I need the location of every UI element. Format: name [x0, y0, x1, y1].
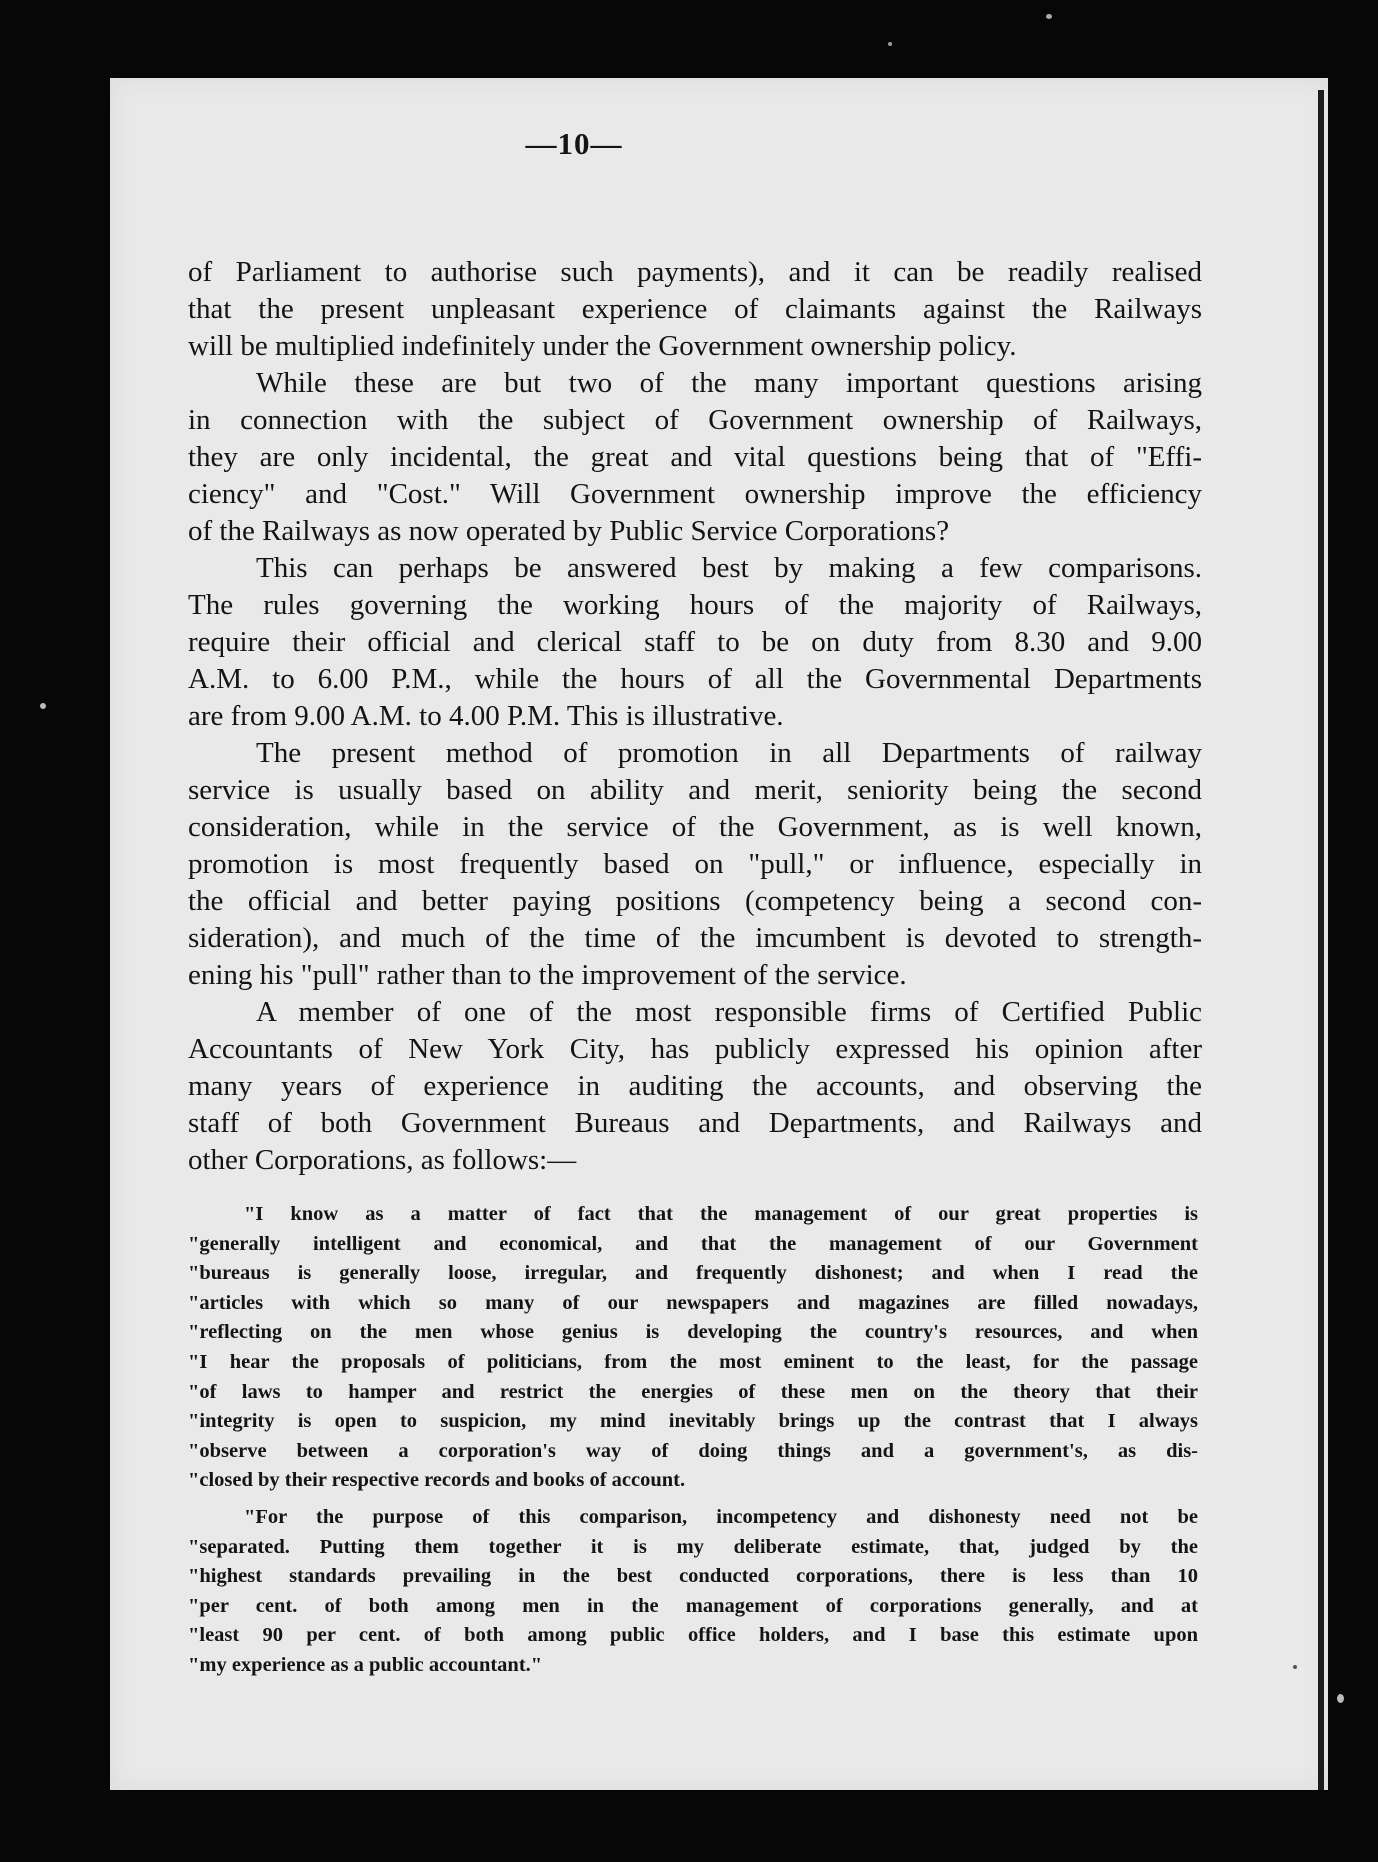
quote-line: "least 90 per cent. of both among public office holders, and I base this estimate upon [188, 1624, 1198, 1647]
text-line: consideration, while in the service of the Government, as is well known, [188, 811, 1202, 843]
paragraph-4 [188, 735, 1202, 994]
text-line: While these are but two of the many important questions arising [256, 367, 1202, 399]
scan-speck [40, 703, 46, 709]
scan-speck [1046, 14, 1052, 19]
paragraph-1 [188, 254, 1202, 365]
text-line: will be multiplied indefinitely under the Government ownership policy. [188, 330, 1017, 362]
quotation-block-1 [188, 1200, 1198, 1496]
quote-line: "I hear the proposals of politicians, from the most eminent to the least, for the passage [188, 1350, 1198, 1373]
quote-line: "my experience as a public accountant." [188, 1653, 543, 1676]
text-line: service is usually based on ability and merit, seniority being the second [188, 774, 1202, 806]
paragraph-5 [188, 994, 1202, 1179]
text-line: in connection with the subject of Government ownership of Railways, [188, 404, 1202, 436]
quote-line: "separated. Putting them together it is my deliberate estimate, that, judged by the [188, 1535, 1198, 1558]
quote-line: "bureaus is generally loose, irregular, and frequently dishonest; and when I read the [188, 1262, 1198, 1285]
text-line: other Corporations, as follows:— [188, 1144, 577, 1176]
text-line: This can perhaps be answered best by making a few comparisons. [256, 552, 1202, 584]
quote-line: "reflecting on the men whose genius is developing the country's resources, and when [188, 1321, 1198, 1344]
quote-line: "observe between a corporation's way of doing things and a government's, as dis- [188, 1439, 1198, 1462]
quote-line: "articles with which so many of our newspapers and magazines are filled nowadays, [188, 1291, 1198, 1314]
text-line: of the Railways as now operated by Public Service Corporations? [188, 515, 950, 547]
text-line: A.M. to 6.00 P.M., while the hours of all the Governmental Departments [188, 663, 1202, 695]
quote-line: "generally intelligent and economical, and that the management of our Government [188, 1232, 1198, 1255]
paragraph-3 [188, 550, 1202, 735]
text-line: of Parliament to authorise such payments), and it can be readily realised [188, 256, 1202, 288]
text-line: staff of both Government Bureaus and Departments, and Railways and [188, 1107, 1202, 1139]
text-line: that the present unpleasant experience of claimants against the Railways [188, 293, 1202, 325]
body-text [188, 254, 1202, 1179]
quote-line: "I know as a matter of fact that the management of our great properties is [244, 1203, 1198, 1225]
quote-line: "per cent. of both among men in the management of corporations generally, and at [188, 1594, 1198, 1617]
scan-speck [1293, 1665, 1297, 1669]
quote-line: "closed by their respective records and books of account. [188, 1469, 686, 1492]
text-line: Accountants of New York City, has publicly expressed his opinion after [188, 1033, 1202, 1065]
quote-line: "For the purpose of this comparison, incompetency and dishonesty need not be [244, 1506, 1198, 1528]
text-line: ening his "pull" rather than to the improvement of the service. [188, 959, 907, 991]
scan-speck [888, 42, 892, 46]
text-line: they are only incidental, the great and vital questions being that of "Effi- [188, 441, 1202, 473]
quotation-block-2 [188, 1503, 1198, 1681]
text-line: A member of one of the most responsible firms of Certified Public [256, 996, 1202, 1028]
paragraph-2 [188, 365, 1202, 550]
text-line: The present method of promotion in all Departments of railway [256, 737, 1202, 769]
text-line: the official and better paying positions (competency being a second con- [188, 885, 1202, 917]
text-line: are from 9.00 A.M. to 4.00 P.M. This is illustrative. [188, 700, 784, 732]
text-line: require their official and clerical staff to be on duty from 8.30 and 9.00 [188, 626, 1202, 658]
scan-speck [1337, 1694, 1344, 1703]
page-edge-shadow [1318, 90, 1324, 1790]
text-line: sideration), and much of the time of the imcumbent is devoted to strength- [188, 922, 1202, 954]
page-number: —10— [525, 126, 623, 161]
quote-line: "integrity is open to suspicion, my mind inevitably brings up the contrast that I always [188, 1410, 1198, 1433]
text-line: The rules governing the working hours of the majority of Railways, [188, 589, 1202, 621]
text-line: promotion is most frequently based on "pull," or influence, especially in [188, 848, 1202, 880]
text-line: ciency" and "Cost." Will Government ownership improve the efficiency [188, 478, 1202, 510]
text-line: many years of experience in auditing the accounts, and observing the [188, 1070, 1202, 1102]
quote-line: "highest standards prevailing in the best conducted corporations, there is less than 10 [188, 1565, 1198, 1588]
quote-line: "of laws to hamper and restrict the energies of these men on the theory that their [188, 1380, 1198, 1403]
